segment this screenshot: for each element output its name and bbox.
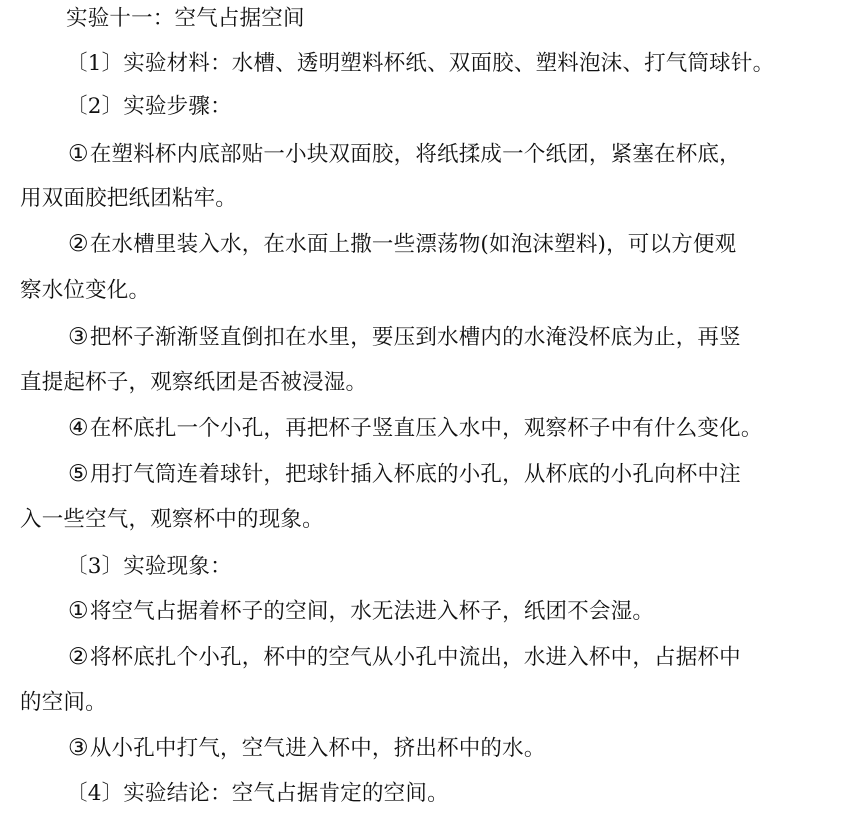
step-3-line-2: 直提起杯子，观察纸团是否被浸湿。 bbox=[20, 370, 368, 395]
step-3-line-1 bbox=[0, 322, 849, 353]
phenomenon-1-marker: ① bbox=[68, 598, 89, 624]
step-1-line-1 bbox=[0, 139, 849, 170]
phenomenon-3-marker: ③ bbox=[68, 735, 89, 761]
step-1-text: 在塑料杯内底部贴一小块双面胶，将纸揉成一个纸团，紧塞在杯底， bbox=[89, 142, 741, 167]
steps-heading: 〔2〕实验步骤： bbox=[66, 94, 232, 119]
phenomena-heading: 〔3〕实验现象： bbox=[66, 554, 232, 579]
step-2-text: 在水槽里装入水，在水面上撒一些漂荡物(如泡沫塑料)，可以方便观 bbox=[89, 232, 737, 257]
phenomenon-2-line-2: 的空间。 bbox=[20, 690, 107, 715]
step-5-line-2: 入一些空气，观察杯中的现象。 bbox=[20, 507, 324, 532]
page-title: 实验十一：空气占据空间 bbox=[66, 6, 305, 31]
step-4-text: 在杯底扎一个小孔，再把杯子竖直压入水中，观察杯子中有什么变化。 bbox=[89, 416, 763, 441]
phenomenon-2-line-1 bbox=[0, 642, 849, 673]
step-1-line-2: 用双面胶把纸团粘牢。 bbox=[20, 186, 238, 211]
step-2-marker: ② bbox=[68, 231, 89, 257]
phenomenon-1-text: 将空气占据着杯子的空间，水无法进入杯子，纸团不会湿。 bbox=[89, 599, 655, 624]
phenomenon-2-marker: ② bbox=[68, 644, 89, 670]
step-4-line-1 bbox=[0, 413, 849, 444]
phenomenon-3-text: 从小孔中打气，空气进入杯中，挤出杯中的水。 bbox=[89, 736, 546, 761]
step-5-marker: ⑤ bbox=[68, 461, 89, 487]
step-4-marker: ④ bbox=[68, 415, 89, 441]
phenomenon-3-line-1 bbox=[0, 733, 849, 764]
step-5-line-1 bbox=[0, 459, 849, 490]
step-3-marker: ③ bbox=[68, 324, 89, 350]
phenomenon-1-line-1 bbox=[0, 596, 849, 627]
phenomenon-2-text: 将杯底扎个小孔，杯中的空气从小孔中流出，水进入杯中，占据杯中 bbox=[89, 645, 741, 670]
step-2-line-1 bbox=[0, 229, 849, 260]
step-2-line-2: 察水位变化。 bbox=[20, 278, 151, 303]
step-3-text: 把杯子渐渐竖直倒扣在水里，要压到水槽内的水淹没杯底为止，再竖 bbox=[89, 325, 741, 350]
step-5-text: 用打气筒连着球针，把球针插入杯底的小孔，从杯底的小孔向杯中注 bbox=[89, 462, 741, 487]
step-1-marker: ① bbox=[68, 141, 89, 167]
materials-line: 〔1〕实验材料：水槽、透明塑料杯纸、双面胶、塑料泡沫、打气筒球针。 bbox=[66, 51, 775, 76]
conclusion-line: 〔4〕实验结论：空气占据肯定的空间。 bbox=[66, 781, 449, 806]
